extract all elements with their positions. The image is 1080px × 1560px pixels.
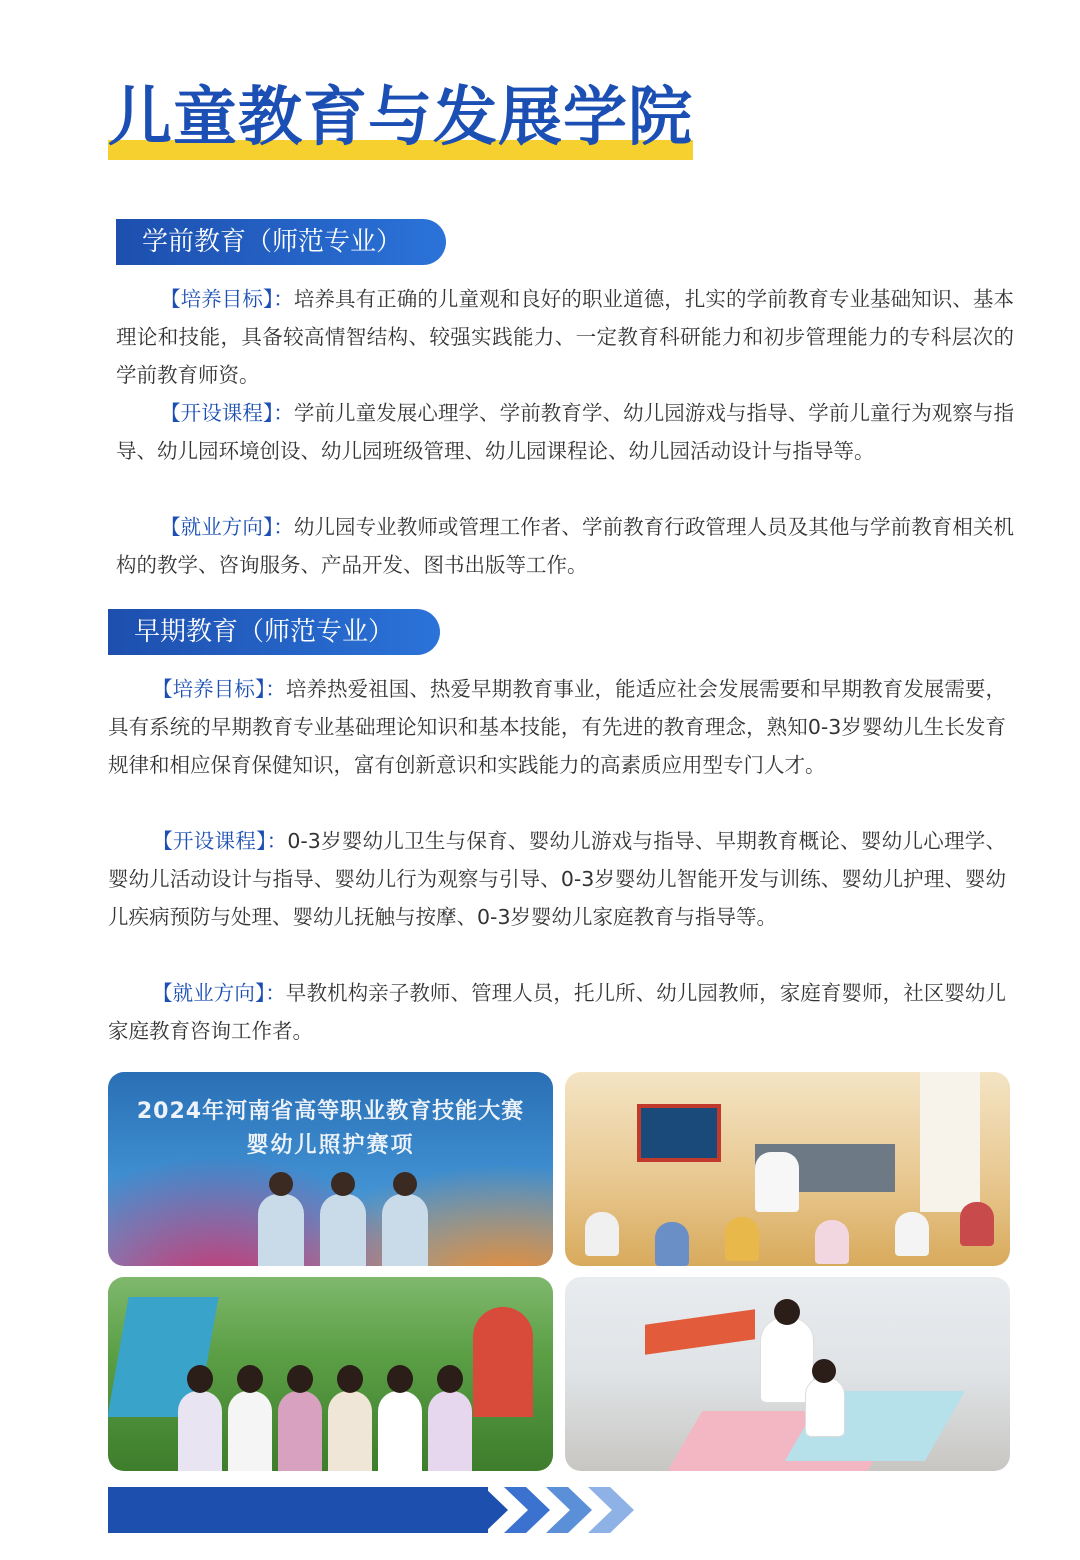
chevron-right-icon [504,1487,550,1533]
student-head [237,1365,263,1393]
student-head [337,1365,363,1393]
child-figure [815,1220,849,1264]
infant-head [812,1359,836,1383]
student-figure [328,1391,372,1471]
student-figure [278,1391,322,1471]
competition-students [258,1186,428,1266]
paragraph-text: 0-3岁婴幼儿卫生与保育、婴幼儿游戏与指导、早期教育概论、婴幼儿心理学、婴幼儿活动设计与指导、婴幼儿行为观察与引导、0-3岁婴幼儿智能开发与训练、婴幼儿护理、婴幼儿疾病预防与处理、婴幼儿抚触与按摩、0-3岁婴幼儿家庭教育与指导等。 [108,829,1007,929]
student-group [178,1321,498,1471]
classroom-door [920,1072,980,1212]
student-figure [258,1194,304,1266]
student-figure [382,1194,428,1266]
section-heading-preschool: 学前教育（师范专业） [116,219,446,265]
paragraph-early-career [108,974,1006,1050]
paragraph-text: 培养热爱祖国、热爱早期教育事业，能适应社会发展需要和早期教育发展需要，具有系统的早期教育专业基础理论知识和基本技能，有先进的教育理念，熟知0-3岁婴幼儿生长发育规律和相应保育保健知识，富有创新意识和实践能力的高素质应用型专门人才。 [108,677,1007,777]
photo-outdoor-students [108,1277,553,1471]
paragraph-text: 早教机构亲子教师、管理人员，托儿所、幼儿园教师，家庭育婴师，社区婴幼儿家庭教育咨询工作者。 [108,981,1007,1043]
paragraph-sep: ： [265,677,286,701]
photo-infant-care-room [565,1277,1010,1471]
student-figure [228,1391,272,1471]
paragraph-key: 【开设课程】 [152,829,267,853]
competition-banner-title: 2024年河南省高等职业教育技能大赛 [136,1099,525,1124]
chevron-right-icon [546,1487,592,1533]
student-head [437,1365,463,1393]
student-head [331,1172,355,1196]
paragraph-early-courses [108,822,1006,936]
student-head [387,1365,413,1393]
paragraph-sep: ： [273,515,294,539]
paragraph-key: 【培养目标】 [152,677,266,701]
page-title: 儿童教育与发展学院 [108,81,693,155]
child-figure [585,1212,619,1256]
paragraph-text: 学前儿童发展心理学、学前教育学、幼儿园游戏与指导、学前儿童行为观察与指导、幼儿园环境创设、幼儿园班级管理、幼儿园课程论、幼儿园活动设计与指导等。 [116,401,1015,463]
teacher-figure [755,1152,799,1212]
child-figure [655,1222,689,1266]
paragraph-sep: ： [266,829,288,853]
paragraph-preschool-courses [116,394,1014,470]
paragraph-sep: ： [265,981,286,1005]
section-heading-early-education: 早期教育（师范专业） [108,609,440,655]
student-figure [178,1391,222,1471]
student-figure [378,1391,422,1471]
paragraph-text: 培养具有正确的儿童观和良好的职业道德，扎实的学前教育专业基础知识、基本理论和技能，具备较高情智结构、较强实践能力、一定教育科研能力和初步管理能力的专科层次的学前教育师资。 [116,287,1015,387]
teacher-head [774,1299,800,1325]
paragraph-key: 【开设课程】 [160,401,274,425]
paragraph-text: 幼儿园专业教师或管理工作者、学前教育行政管理人员及其他与学前教育相关机构的教学、咨询服务、产品开发、图书出版等工作。 [116,515,1015,577]
paragraph-sep: ： [273,401,294,425]
paragraph-preschool-career [116,508,1014,584]
paragraph-early-goal [108,670,1006,784]
student-head [393,1172,417,1196]
student-head [287,1365,313,1393]
classroom-screen [637,1104,721,1162]
competition-banner-subtitle: 婴幼儿照护赛项 [246,1133,415,1158]
soft-ramp [645,1309,755,1354]
paragraph-key: 【就业方向】 [152,981,266,1005]
student-figure [320,1194,366,1266]
child-figure [895,1212,929,1256]
chevron-right-icon [588,1487,634,1533]
student-head [187,1365,213,1393]
student-figure [428,1391,472,1471]
infant-figure [805,1377,845,1437]
student-head [269,1172,293,1196]
paragraph-sep: ： [273,287,294,311]
child-figure [960,1202,994,1246]
photo-competition-stage [108,1072,553,1266]
chevron-right-icon [462,1487,508,1533]
page-title-block [108,78,698,168]
paragraph-key: 【就业方向】 [160,515,274,539]
child-figure [725,1217,759,1261]
photo-kindergarten-classroom [565,1072,1010,1266]
footer-bar [108,1487,488,1533]
paragraph-preschool-goal [116,280,1014,394]
paragraph-key: 【培养目标】 [160,287,274,311]
